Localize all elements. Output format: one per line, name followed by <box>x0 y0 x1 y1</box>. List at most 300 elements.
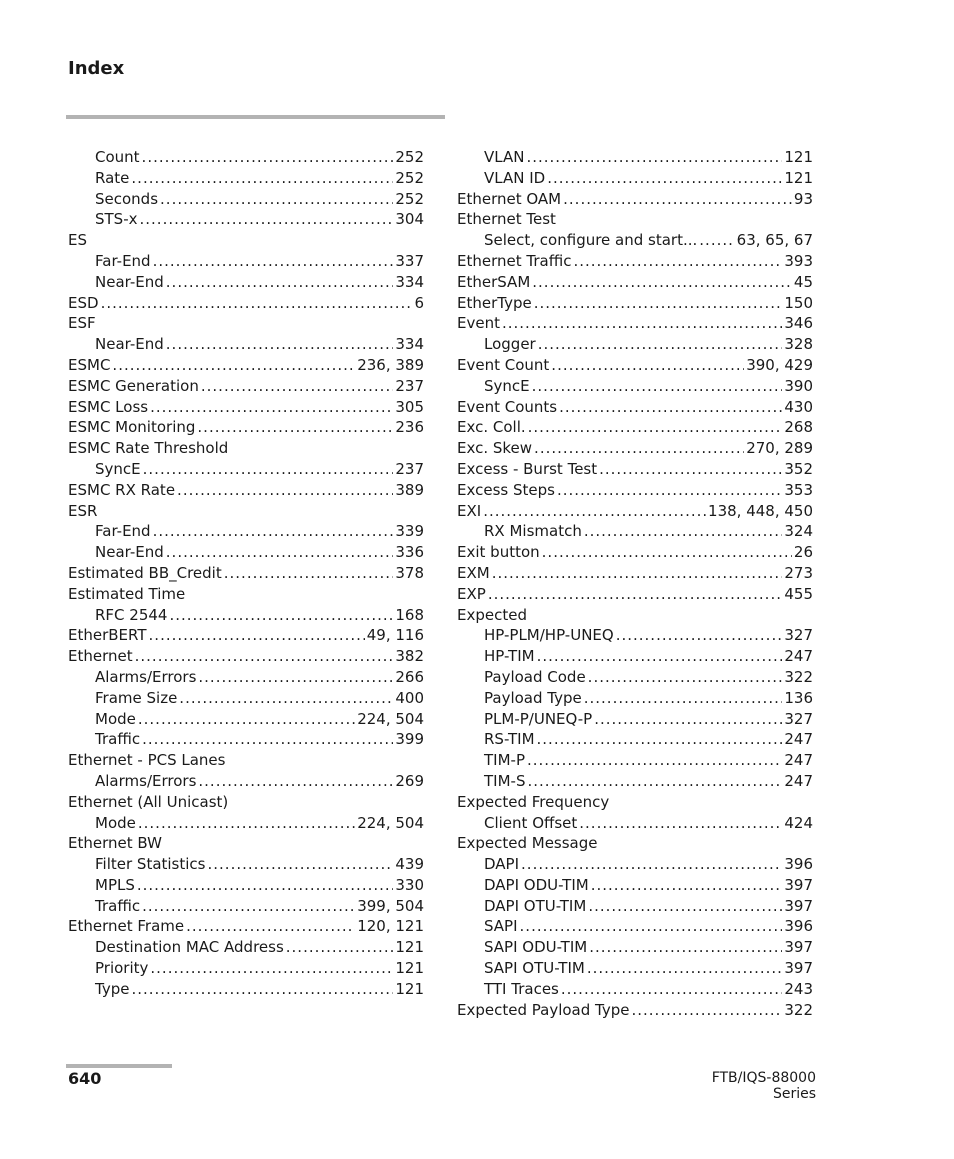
index-entry <box>68 563 424 584</box>
page-title: Index <box>68 58 125 79</box>
dot-leader <box>143 459 394 480</box>
index-term: Expected <box>457 605 527 624</box>
index-term: ESR <box>68 501 98 520</box>
index-subentry <box>68 937 424 958</box>
index-subentry <box>457 854 813 875</box>
index-subentry <box>68 958 424 979</box>
dot-leader <box>527 750 782 771</box>
dot-leader <box>561 979 782 1000</box>
index-term: ESMC Generation <box>68 376 199 395</box>
index-term: Ethernet (All Unicast) <box>68 792 229 811</box>
page-references: 396 <box>784 855 813 874</box>
page-references: 168 <box>395 605 424 624</box>
page-references: 330 <box>395 875 424 894</box>
page-references: 269 <box>395 771 424 790</box>
index-entry <box>457 1000 813 1021</box>
index-entry <box>68 501 424 522</box>
page-references: 336 <box>395 543 424 562</box>
index-subentry <box>457 771 813 792</box>
index-entry <box>457 417 813 438</box>
header-divider <box>66 115 445 119</box>
index-subentry <box>457 376 813 397</box>
dot-leader <box>532 272 792 293</box>
index-term: Excess - Burst Test <box>457 459 598 478</box>
index-term: Mode <box>95 709 136 728</box>
page-references: 252 <box>395 168 424 187</box>
index-subentry <box>457 688 813 709</box>
index-term: ESF <box>68 314 96 333</box>
dot-leader <box>492 563 783 584</box>
dot-leader <box>150 397 393 418</box>
page-references: 121 <box>395 979 424 998</box>
dot-leader <box>169 605 393 626</box>
index-term: Alarms/Errors <box>95 667 197 686</box>
index-entry <box>68 230 424 251</box>
index-term: Traffic <box>95 730 141 749</box>
index-subentry <box>68 459 424 480</box>
page-references: 322 <box>784 1000 813 1019</box>
page-references: 399, 504 <box>357 896 424 915</box>
page-references: 382 <box>395 647 424 666</box>
page-references: 378 <box>395 563 424 582</box>
page-references: 305 <box>395 397 424 416</box>
dot-leader <box>547 168 782 189</box>
index-term: Ethernet OAM <box>457 189 562 208</box>
page-references: 270, 289 <box>746 439 813 458</box>
page-references: 136 <box>784 688 813 707</box>
index-term: Payload Code <box>484 667 586 686</box>
page-references: 353 <box>784 480 813 499</box>
dot-leader <box>599 459 782 480</box>
index-subentry <box>68 854 424 875</box>
index-term: SAPI ODU-TIM <box>484 938 588 957</box>
dot-leader <box>112 355 355 376</box>
page-number: 640 <box>68 1069 102 1088</box>
index-subentry <box>68 521 424 542</box>
page-references: 339 <box>395 522 424 541</box>
index-subentry <box>457 625 813 646</box>
index-term: Near-End <box>95 335 164 354</box>
index-entry <box>457 605 813 626</box>
index-entry <box>457 355 813 376</box>
page-references: 121 <box>395 938 424 957</box>
index-term: Priority <box>95 959 149 978</box>
product-series: FTB/IQS-88000 Series <box>711 1070 816 1102</box>
dot-leader <box>521 854 782 875</box>
page-references: 120, 121 <box>357 917 424 936</box>
page-references: 393 <box>784 251 813 270</box>
index-term: MPLS <box>95 875 135 894</box>
index-term: Traffic <box>95 896 141 915</box>
dot-leader <box>140 209 394 230</box>
index-subentry <box>68 209 424 230</box>
index-subentry <box>68 605 424 626</box>
dot-leader <box>534 293 783 314</box>
page-references: 247 <box>784 771 813 790</box>
page-references: 247 <box>784 730 813 749</box>
dot-leader <box>584 688 783 709</box>
dot-leader <box>142 147 394 168</box>
index-subentry <box>457 646 813 667</box>
page-references: 224, 504 <box>357 709 424 728</box>
page-references: 397 <box>784 875 813 894</box>
page-references: 121 <box>784 148 813 166</box>
dot-leader <box>559 397 782 418</box>
index-term: Frame Size <box>95 688 178 707</box>
index-term: SyncE <box>484 376 530 395</box>
index-entry <box>68 480 424 501</box>
index-subentry <box>68 667 424 688</box>
page-references: 328 <box>784 335 813 354</box>
index-term: Destination MAC Address <box>95 938 284 957</box>
index-entry <box>457 563 813 584</box>
page-references: 224, 504 <box>357 813 424 832</box>
dot-leader <box>179 688 393 709</box>
index-term: TIM-S <box>484 771 526 790</box>
index-term: SAPI <box>484 917 518 936</box>
index-term: Near-End <box>95 543 164 562</box>
page-references: 390, 429 <box>746 355 813 374</box>
dot-leader <box>563 189 792 210</box>
index-term: EtherBERT <box>68 626 147 645</box>
dot-leader <box>186 916 355 937</box>
index-subentry <box>68 189 424 210</box>
index-column-left <box>68 147 424 1000</box>
index-subentry <box>68 896 424 917</box>
dot-leader <box>208 854 394 875</box>
index-entry <box>68 293 424 314</box>
dot-leader <box>588 667 783 688</box>
index-subentry <box>457 334 813 355</box>
index-term: VLAN <box>484 148 525 166</box>
dot-leader <box>527 771 782 792</box>
page-references: 138, 448, 450 <box>708 501 813 520</box>
index-entry <box>68 625 424 646</box>
index-term: TIM-P <box>484 751 525 770</box>
dot-leader <box>153 521 394 542</box>
page-references: 121 <box>784 168 813 187</box>
index-entry <box>68 833 424 854</box>
index-term: Expected Message <box>457 834 598 853</box>
page-references: 389 <box>395 480 424 499</box>
index-subentry <box>457 979 813 1000</box>
index-term: RFC 2544 <box>95 605 168 624</box>
dot-leader <box>166 334 394 355</box>
index-entry <box>68 916 424 937</box>
dot-leader <box>589 937 782 958</box>
index-term: Expected Payload Type <box>457 1000 630 1019</box>
index-subentry <box>457 230 813 251</box>
page-references: 121 <box>395 959 424 978</box>
page-references: 247 <box>784 647 813 666</box>
page-references: 430 <box>784 397 813 416</box>
index-term: Payload Type <box>484 688 582 707</box>
index-subentry <box>457 896 813 917</box>
index-entry <box>457 584 813 605</box>
page-references: 49, 116 <box>366 626 424 645</box>
dot-leader <box>137 875 393 896</box>
index-term: Event <box>457 314 500 333</box>
index-term: Client Offset <box>484 813 578 832</box>
index-term: Far-End <box>95 251 151 270</box>
page-references: 346 <box>784 314 813 333</box>
dot-leader <box>166 542 394 563</box>
index-entry <box>68 397 424 418</box>
page-references: 327 <box>784 626 813 645</box>
dot-leader <box>616 625 783 646</box>
index-entry <box>457 313 813 334</box>
index-subentry <box>457 937 813 958</box>
index-term: ESD <box>68 293 99 312</box>
index-entry <box>457 501 813 522</box>
index-term: Estimated BB_Credit <box>68 563 222 582</box>
index-term: Alarms/Errors <box>95 771 197 790</box>
footer-divider <box>66 1064 172 1068</box>
index-term: Event Counts <box>457 397 558 416</box>
page-references: 352 <box>784 459 813 478</box>
index-subentry <box>457 667 813 688</box>
page-references: 334 <box>395 272 424 291</box>
page-references: 337 <box>395 251 424 270</box>
index-entry <box>457 438 813 459</box>
index-term: ESMC Rate Threshold <box>68 439 229 458</box>
index-term: Ethernet <box>68 647 133 666</box>
dot-leader <box>537 729 783 750</box>
dot-leader <box>534 438 744 459</box>
index-term: ESMC <box>68 355 111 374</box>
index-term: Select, configure and start... <box>484 231 698 250</box>
index-column-right <box>457 147 813 1020</box>
dot-leader <box>166 272 394 293</box>
dot-leader <box>557 480 782 501</box>
index-subentry <box>68 334 424 355</box>
index-entry <box>68 438 424 459</box>
index-entry <box>457 480 813 501</box>
page-references: 273 <box>784 563 813 582</box>
index-entry <box>68 750 424 771</box>
index-subentry <box>68 979 424 1000</box>
index-subentry <box>457 521 813 542</box>
index-entry <box>68 313 424 334</box>
index-term: Seconds <box>95 189 159 208</box>
index-term: Ethernet Traffic <box>457 251 572 270</box>
dot-leader <box>131 168 393 189</box>
index-term: PLM-P/UNEQ-P <box>484 709 593 728</box>
index-term: ESMC RX Rate <box>68 480 176 499</box>
index-term: Ethernet - PCS Lanes <box>68 751 226 770</box>
index-term: VLAN ID <box>484 168 546 187</box>
dot-leader <box>224 563 394 584</box>
page-references: 266 <box>395 667 424 686</box>
index-entry <box>457 833 813 854</box>
dot-leader <box>483 501 706 522</box>
page-references: 455 <box>784 584 813 603</box>
index-term: Ethernet Test <box>457 210 556 229</box>
dot-leader <box>153 251 394 272</box>
index-term: ES <box>68 231 87 250</box>
page-references: 397 <box>784 896 813 915</box>
index-term: HP-PLM/HP-UNEQ <box>484 626 614 645</box>
index-term: Estimated Time <box>68 584 186 603</box>
index-entry <box>457 542 813 563</box>
page-references: 45 <box>793 272 813 291</box>
page-references: 327 <box>784 709 813 728</box>
dot-leader <box>142 896 355 917</box>
dot-leader <box>138 709 355 730</box>
page-references: 236 <box>395 418 424 437</box>
index-subentry <box>457 916 813 937</box>
dot-leader <box>131 979 393 1000</box>
index-subentry <box>68 771 424 792</box>
page-references: 247 <box>784 751 813 770</box>
index-term: Excess Steps <box>457 480 555 499</box>
page-references: 268 <box>784 418 813 437</box>
index-term: Ethernet Frame <box>68 917 185 936</box>
dot-leader <box>138 813 355 834</box>
page-references: 397 <box>784 938 813 957</box>
index-subentry <box>68 542 424 563</box>
dot-leader <box>594 709 782 730</box>
page-references: 236, 389 <box>357 355 424 374</box>
index-term: Near-End <box>95 272 164 291</box>
index-entry <box>457 189 813 210</box>
index-subentry <box>457 813 813 834</box>
index-subentry <box>457 958 813 979</box>
dot-leader <box>488 584 783 605</box>
index-subentry <box>68 729 424 750</box>
dot-leader <box>198 667 393 688</box>
index-term: ESMC Monitoring <box>68 418 196 437</box>
index-subentry <box>68 168 424 189</box>
page-references: 93 <box>793 189 813 208</box>
page-references: 322 <box>784 667 813 686</box>
page-references: 252 <box>395 189 424 208</box>
index-term: Type <box>95 979 130 998</box>
index-term: Exit button <box>457 543 540 562</box>
dot-leader <box>542 542 792 563</box>
index-term: RS-TIM <box>484 730 535 749</box>
dot-leader <box>197 417 393 438</box>
page-references: 424 <box>784 813 813 832</box>
index-entry <box>457 209 813 230</box>
dot-leader <box>631 1000 782 1021</box>
page-references: 6 <box>414 293 424 312</box>
dot-leader <box>101 293 413 314</box>
index-subentry <box>457 750 813 771</box>
dot-leader <box>528 417 783 438</box>
index-entry <box>457 792 813 813</box>
page-references: 150 <box>784 293 813 312</box>
index-entry <box>68 584 424 605</box>
page-references: 400 <box>395 688 424 707</box>
index-entry <box>68 417 424 438</box>
index-term: STS-x <box>95 210 138 229</box>
index-term: DAPI OTU-TIM <box>484 896 587 915</box>
index-term: Far-End <box>95 522 151 541</box>
dot-leader <box>502 313 782 334</box>
index-entry <box>68 376 424 397</box>
index-entry <box>457 459 813 480</box>
index-term: DAPI ODU-TIM <box>484 875 589 894</box>
index-term: DAPI <box>484 855 520 874</box>
index-term: Exc. Skew <box>457 439 533 458</box>
index-subentry <box>457 875 813 896</box>
page-references: 390 <box>784 376 813 395</box>
index-term: EtherType <box>457 293 532 312</box>
page-references: 63, 65, 67 <box>736 231 813 250</box>
dot-leader <box>579 813 782 834</box>
index-term: EXP <box>457 584 486 603</box>
page-references: 334 <box>395 335 424 354</box>
index-term: Ethernet BW <box>68 834 162 853</box>
index-term: Count <box>95 148 140 166</box>
page-references: 397 <box>784 959 813 978</box>
index-entry <box>457 293 813 314</box>
dot-leader <box>538 334 783 355</box>
index-term: SyncE <box>95 459 141 478</box>
index-term: EXM <box>457 563 490 582</box>
page-references: 237 <box>395 459 424 478</box>
dot-leader <box>537 646 783 667</box>
index-subentry <box>68 272 424 293</box>
dot-leader <box>286 937 394 958</box>
index-entry <box>457 272 813 293</box>
index-subentry <box>457 729 813 750</box>
dot-leader <box>573 251 782 272</box>
dot-leader <box>588 896 782 917</box>
index-subentry <box>68 251 424 272</box>
dot-leader <box>160 189 393 210</box>
index-term: RX Mismatch <box>484 522 582 541</box>
index-entry <box>68 792 424 813</box>
index-term: Filter Statistics <box>95 855 206 874</box>
page-references: 324 <box>784 522 813 541</box>
index-term: Event Count <box>457 355 550 374</box>
dot-leader <box>532 376 783 397</box>
index-subentry <box>457 168 813 189</box>
index-term: HP-TIM <box>484 647 535 666</box>
index-entry <box>68 646 424 667</box>
page-references: 439 <box>395 855 424 874</box>
index-subentry <box>68 688 424 709</box>
dot-leader <box>526 147 782 168</box>
dot-leader <box>591 875 783 896</box>
index-term: ESMC Loss <box>68 397 149 416</box>
dot-leader <box>584 521 783 542</box>
index-term: EXI <box>457 501 482 520</box>
dot-leader <box>149 625 365 646</box>
dot-leader <box>587 958 783 979</box>
index-term: EtherSAM <box>457 272 531 291</box>
index-subentry <box>457 147 813 168</box>
index-subentry <box>68 147 424 168</box>
index-term: Rate <box>95 168 130 187</box>
index-term: Expected Frequency <box>457 792 610 811</box>
dot-leader <box>520 916 783 937</box>
index-subentry <box>68 709 424 730</box>
dot-leader <box>551 355 744 376</box>
page-references: 26 <box>793 543 813 562</box>
index-entry <box>457 251 813 272</box>
index-term: SAPI OTU-TIM <box>484 959 585 978</box>
index-term: Mode <box>95 813 136 832</box>
index-entry <box>457 397 813 418</box>
page-references: 396 <box>784 917 813 936</box>
dot-leader <box>699 230 734 251</box>
dot-leader <box>150 958 393 979</box>
index-subentry <box>457 709 813 730</box>
index-subentry <box>68 813 424 834</box>
